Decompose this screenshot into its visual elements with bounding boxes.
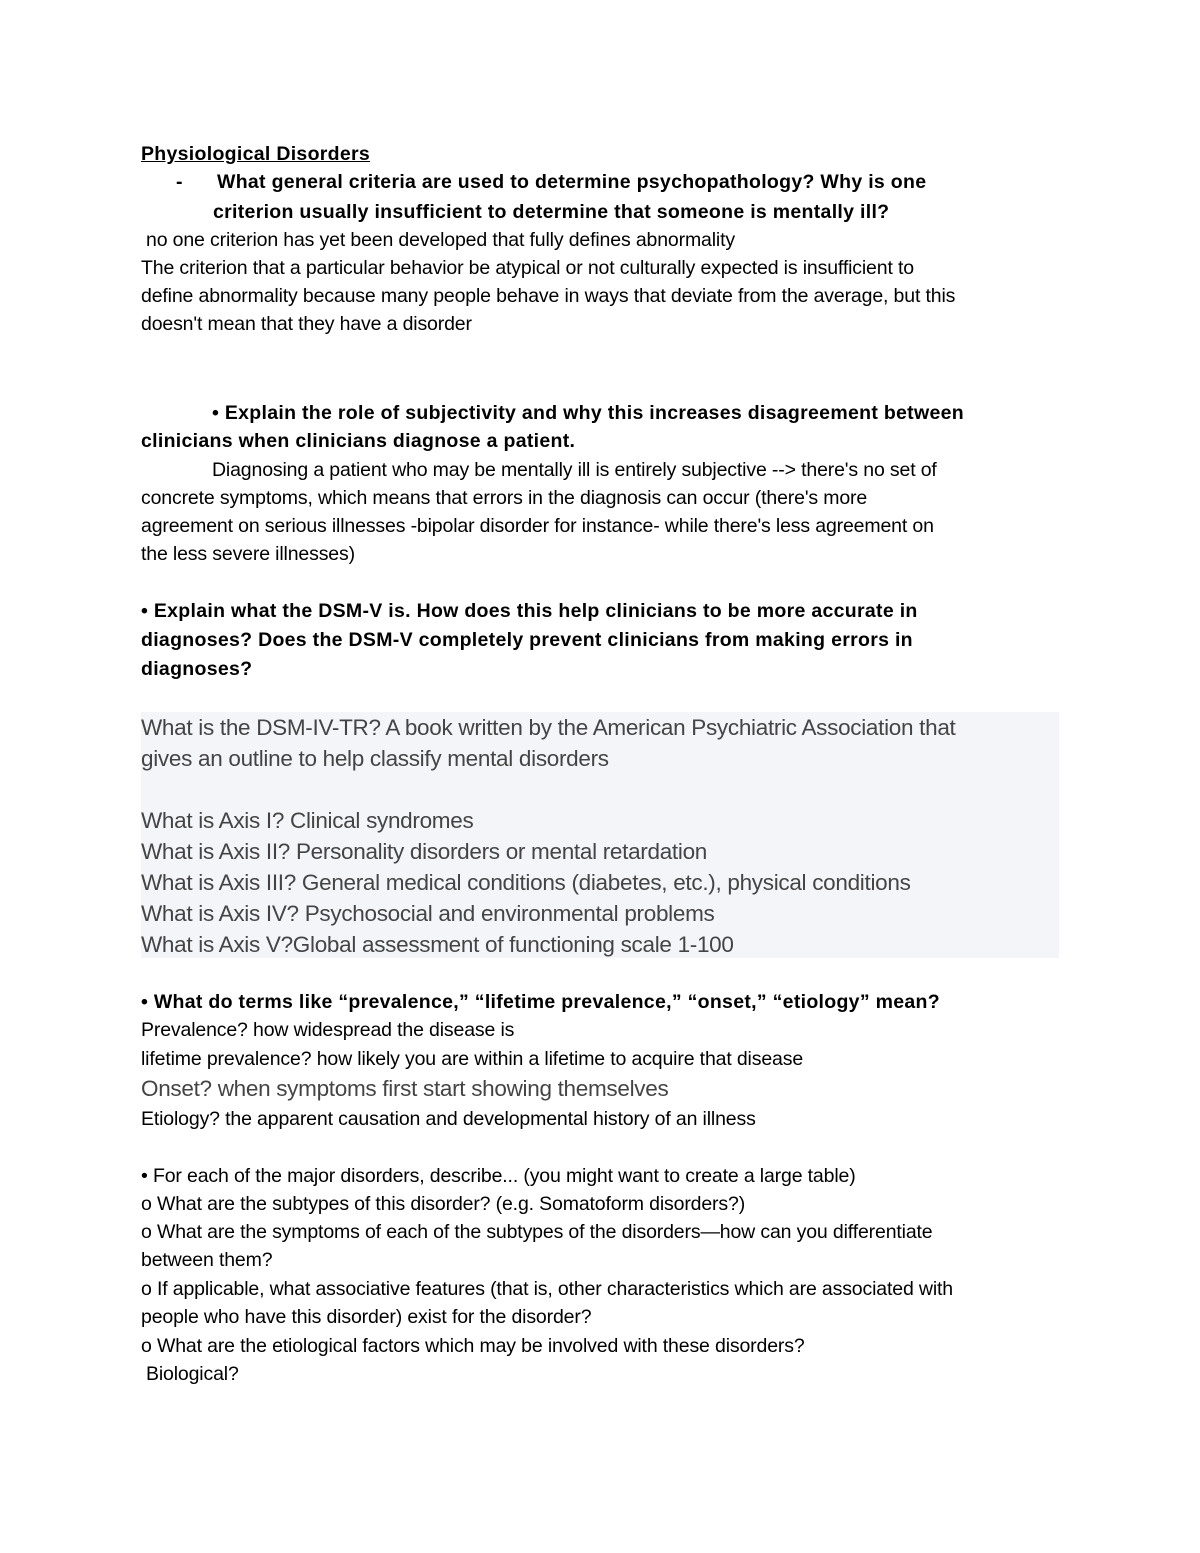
question-5-line-4: between them?	[141, 1249, 273, 1271]
answer-2-line-2: concrete symptoms, which means that errors in the diagnosis can occur (there's more	[141, 487, 868, 509]
answer-1-line-4: doesn't mean that they have a disorder	[141, 313, 472, 335]
answer-1-line-1: no one criterion has yet been developed that fully defines abnormality	[146, 229, 735, 251]
axis-4-line: What is Axis IV? Psychosocial and environmental problems	[141, 901, 715, 926]
question-5-line-7: o What are the etiological factors which may be involved with these disorders?	[141, 1335, 805, 1357]
question-4-line: • What do terms like “prevalence,” “lifetime prevalence,” “onset,” “etiology” mean?	[141, 991, 940, 1013]
question-1-line-1: What general criteria are used to determine psychopathology? Why is one	[217, 171, 927, 193]
answer-2-line-4: the less severe illnesses)	[141, 543, 355, 565]
answer-2-line-1: Diagnosing a patient who may be mentally ill is entirely subjective --> there's no set of	[212, 459, 937, 481]
question-2-line-2: clinicians when clinicians diagnose a patient.	[141, 430, 576, 452]
question-3-line-2: diagnoses? Does the DSM-V completely prevent clinicians from making errors in	[141, 629, 913, 651]
question-2-line-1: • Explain the role of subjectivity and why this increases disagreement between	[212, 402, 964, 424]
question-3-line-1: • Explain what the DSM-V is. How does this help clinicians to be more accurate in	[141, 600, 918, 622]
dsm-line-1: What is the DSM-IV-TR? A book written by the American Psychiatric Association that	[141, 715, 956, 740]
lifetime-prevalence-definition: lifetime prevalence? how likely you are within a lifetime to acquire that disease	[141, 1048, 804, 1070]
onset-definition: Onset? when symptoms first start showing themselves	[141, 1076, 669, 1101]
question-1-line-2: criterion usually insufficient to determine that someone is mentally ill?	[213, 201, 890, 223]
question-5-line-1: • For each of the major disorders, describe... (you might want to create a large table)	[141, 1165, 856, 1187]
answer-2-line-3: agreement on serious illnesses -bipolar disorder for instance- while there's less agreement on	[141, 515, 934, 537]
answer-1-line-2: The criterion that a particular behavior be atypical or not culturally expected is insufficient to	[141, 257, 914, 279]
prevalence-definition: Prevalence? how widespread the disease is	[141, 1019, 515, 1041]
etiology-definition: Etiology? the apparent causation and developmental history of an illness	[141, 1108, 756, 1130]
question-5-line-3: o What are the symptoms of each of the subtypes of the disorders—how can you differentiate	[141, 1221, 933, 1243]
answer-1-line-3: define abnormality because many people behave in ways that deviate from the average, but this	[141, 285, 956, 307]
question-5-line-6: people who have this disorder) exist for the disorder?	[141, 1306, 592, 1328]
question-3-line-3: diagnoses?	[141, 658, 253, 680]
axis-5-line: What is Axis V?Global assessment of functioning scale 1-100	[141, 932, 734, 957]
dsm-line-2: gives an outline to help classify mental disorders	[141, 746, 609, 771]
axis-3-line: What is Axis III? General medical conditions (diabetes, etc.), physical conditions	[141, 870, 911, 895]
dash-bullet: -	[176, 171, 183, 193]
page-title: Physiological Disorders	[141, 143, 371, 165]
question-5-line-8: Biological?	[146, 1363, 239, 1385]
axis-2-line: What is Axis II? Personality disorders or mental retardation	[141, 839, 708, 864]
question-5-line-2: o What are the subtypes of this disorder? (e.g. Somatoform disorders?)	[141, 1193, 746, 1215]
axis-1-line: What is Axis I? Clinical syndromes	[141, 808, 474, 833]
question-5-line-5: o If applicable, what associative features (that is, other characteristics which are associated with	[141, 1278, 953, 1300]
